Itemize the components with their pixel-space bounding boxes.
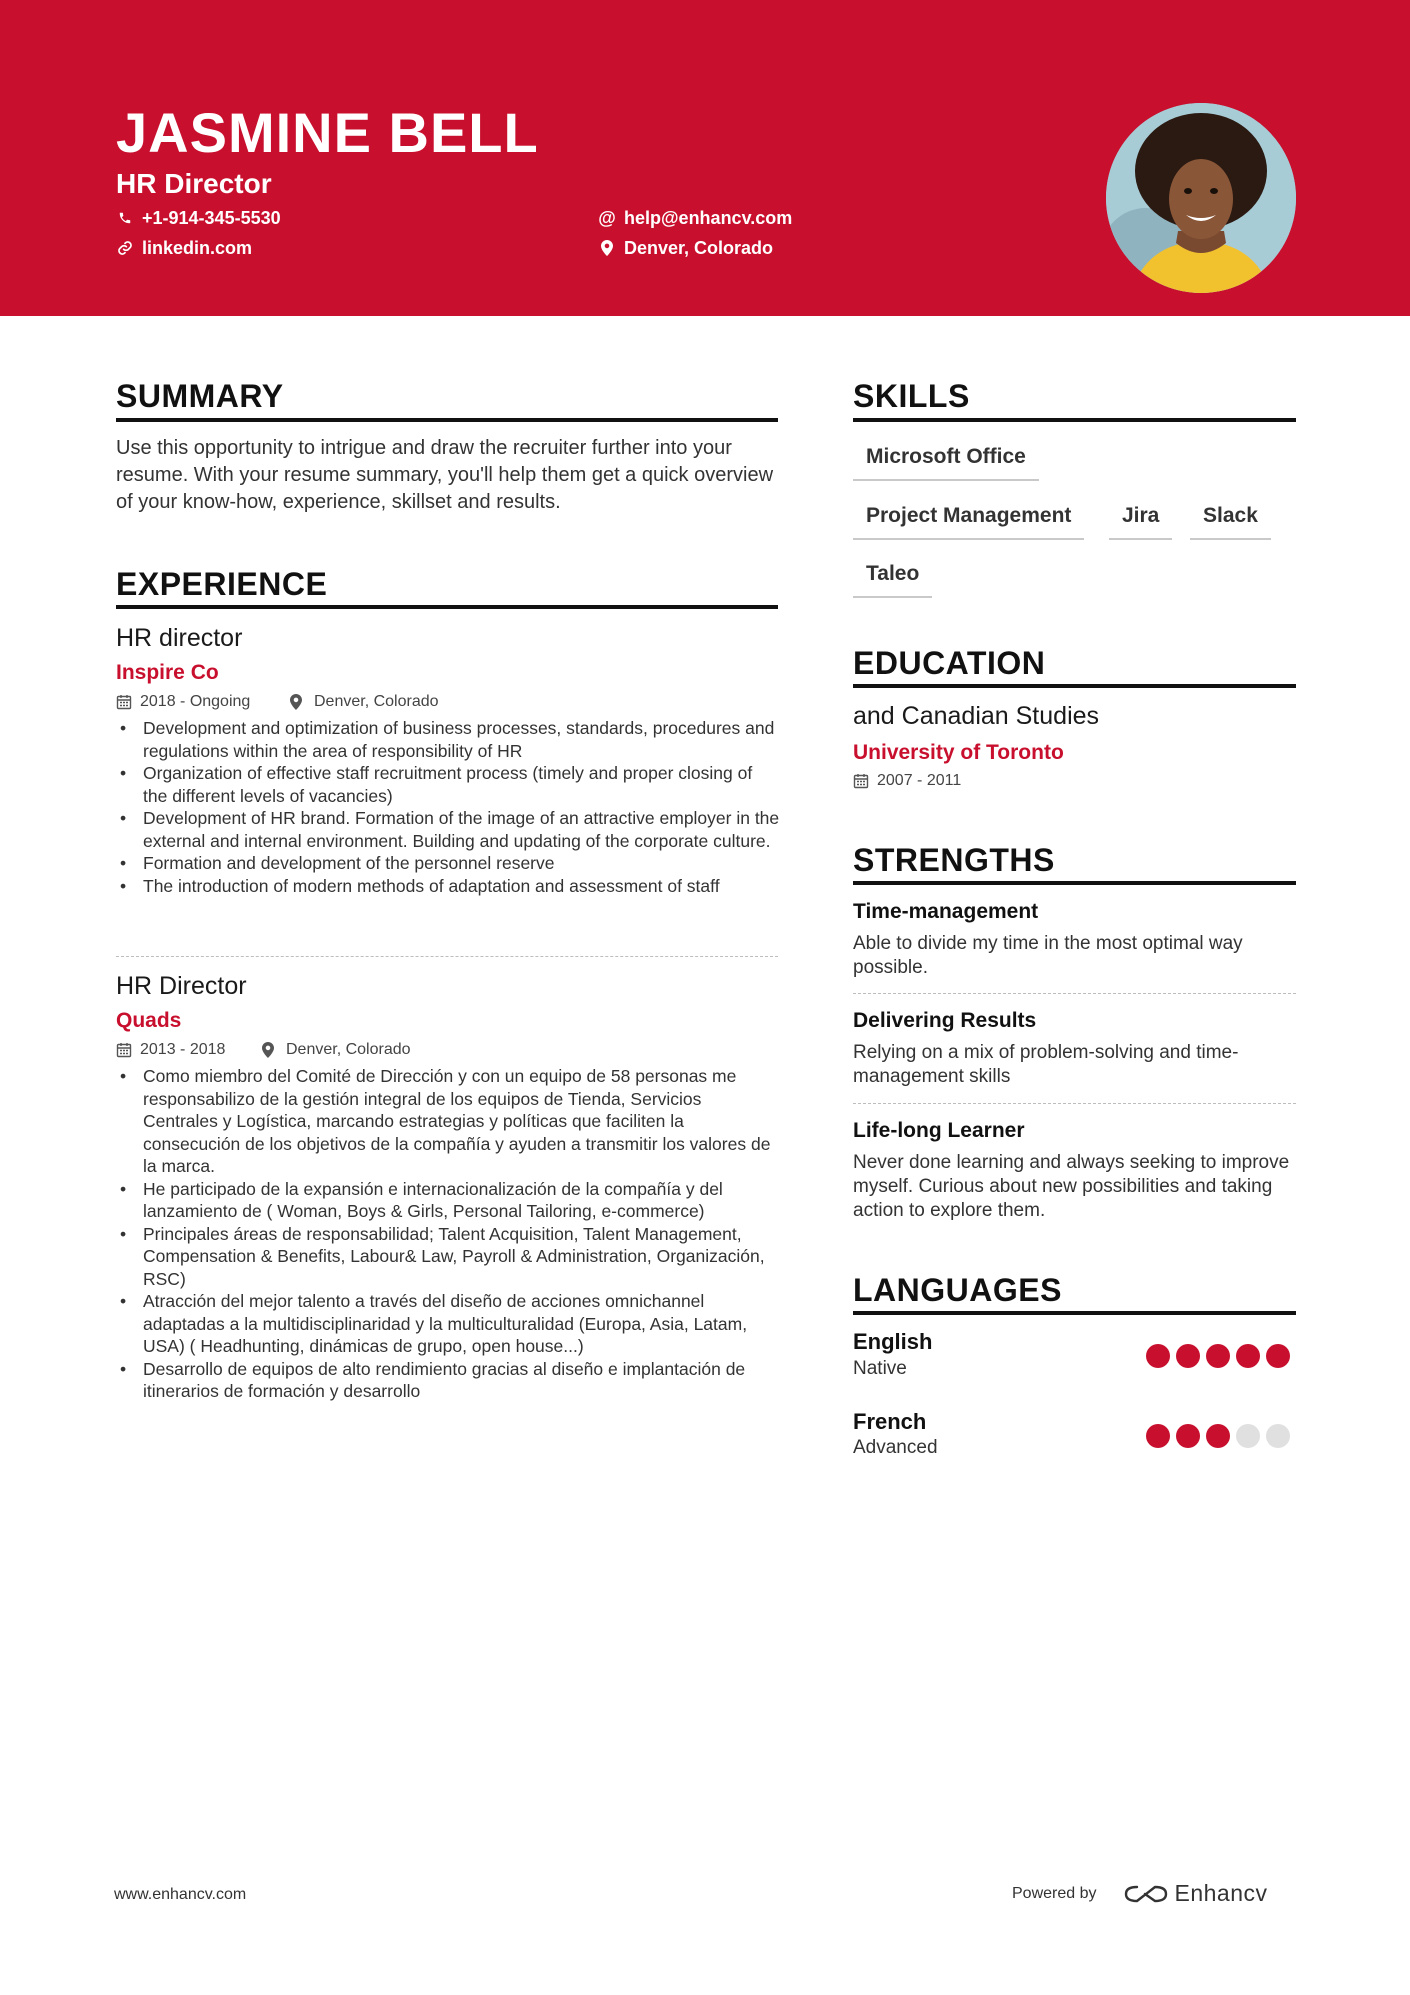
candidate-role: HR Director <box>116 168 272 199</box>
strength-title: Life-long Learner <box>853 1119 1025 1142</box>
skills-rule <box>853 418 1296 422</box>
candidate-name: JASMINE BELL <box>116 101 539 164</box>
strength-divider <box>853 1103 1296 1104</box>
strength-title: Delivering Results <box>853 1009 1037 1032</box>
list-item: • The introduction of modern methods of adaptation and assessment of staff <box>116 875 781 898</box>
job-dates <box>116 691 250 713</box>
rating-dot-filled <box>1206 1424 1230 1448</box>
summary-text: Use this opportunity to intrigue and draw the recruiter further into your resume. With your resume summary, you'll help them get a quick overview of your know-how, experience, skillset and results. <box>116 437 774 513</box>
list-item: • Principales áreas de responsabilidad; Talent Acquisition, Talent Management, Compensation & Benefits, Labour& Law, Payroll & Administration, Organización, RSC) <box>116 1223 781 1291</box>
list-item: • Desarrollo de equipos de alto rendimiento gracias al diseño e implantación de itinerarios de formación y desarrollo <box>116 1358 781 1403</box>
language-name: English <box>853 1329 933 1354</box>
location-pin-icon <box>290 694 306 710</box>
calendar-icon <box>116 1042 132 1058</box>
link-icon <box>116 239 134 257</box>
language-level: Advanced <box>853 1437 938 1458</box>
email-text: help@enhancv.com <box>624 208 793 228</box>
education-dates-text: 2007 - 2011 <box>877 772 962 789</box>
phone-icon <box>116 209 134 227</box>
linkedin-text: linkedin.com <box>142 238 253 258</box>
skill-tag: Slack <box>1190 502 1271 540</box>
skill-tag: Microsoft Office <box>853 443 1039 481</box>
at-icon: @ <box>598 208 616 228</box>
skill-tag: Taleo <box>853 560 932 598</box>
strength-title: Time-management <box>853 900 1039 923</box>
summary-heading: SUMMARY <box>116 378 284 414</box>
summary-rule <box>116 418 778 422</box>
job-bullets <box>116 717 781 897</box>
rating-dot-empty <box>1236 1424 1260 1448</box>
footer-powered[interactable] <box>1012 1880 1268 1907</box>
rating-dot-filled <box>1146 1424 1170 1448</box>
strength-desc: Relying on a mix of problem-solving and time-management skills <box>853 1042 1239 1087</box>
skills-heading: SKILLS <box>853 378 970 414</box>
resume-header <box>0 0 1410 316</box>
job-dates-text: 2018 - Ongoing <box>140 693 251 710</box>
education-degree: and Canadian Studies <box>853 702 1100 730</box>
list-item: • He participado de la expansión e internacionalización de la compañía y del lanzamiento de ( Woman, Boys & Girls, Personal Tailoring, e-commerce) <box>116 1178 781 1223</box>
footer-site-link[interactable]: www.enhancv.com <box>114 1886 247 1903</box>
job-divider <box>116 956 778 957</box>
job-company: Inspire Co <box>116 661 219 684</box>
job-location-text: Denver, Colorado <box>286 1041 411 1058</box>
rating-dot-filled <box>1206 1344 1230 1368</box>
contact-linkedin[interactable] <box>116 236 252 260</box>
languages-heading: LANGUAGES <box>853 1272 1062 1308</box>
calendar-icon <box>853 773 869 789</box>
list-item: • Organization of effective staff recruitment process (timely and proper closing of the different levels of vacancies) <box>116 762 781 807</box>
contact-phone[interactable] <box>116 206 281 230</box>
calendar-icon <box>116 694 132 710</box>
language-rating <box>1146 1424 1296 1448</box>
experience-heading: EXPERIENCE <box>116 566 328 602</box>
location-pin-icon <box>262 1042 278 1058</box>
education-dates <box>853 770 961 792</box>
brand-name: Enhancv <box>1174 1880 1268 1906</box>
list-item: • Como miembro del Comité de Dirección y con un equipo de 58 personas me responsabilizo de la gestión integral de los equipos de Tienda, Servicios Centrales y Logística, marcando estrategias y políticas que faciliten la consecución de los objetivos de la compañía y ayuden a transmitir los valores de la marca. <box>116 1065 781 1178</box>
job-location-text: Denver, Colorado <box>314 693 439 710</box>
rating-dot-filled <box>1266 1344 1290 1368</box>
contact-location <box>598 236 773 260</box>
strengths-heading: STRENGTHS <box>853 842 1055 878</box>
languages-rule <box>853 1311 1296 1315</box>
job-title: HR Director <box>116 972 247 1000</box>
job-dates-text: 2013 - 2018 <box>140 1041 226 1058</box>
location-text: Denver, Colorado <box>624 238 774 258</box>
job-location <box>262 1039 411 1061</box>
job-company: Quads <box>116 1009 182 1032</box>
language-rating <box>1146 1344 1296 1368</box>
education-rule <box>853 684 1296 688</box>
job-location <box>290 691 439 713</box>
job-dates <box>116 1039 225 1061</box>
list-item: • Atracción del mejor talento a través del diseño de acciones omnichannel adaptadas a la multidisciplinaridad y la multiculturalidad (Europa, Asia, Latam, USA) ( Headhunting, dinámicas de grupo, open house...) <box>116 1290 781 1358</box>
rating-dot-filled <box>1176 1344 1200 1368</box>
education-heading: EDUCATION <box>853 645 1046 681</box>
strength-divider <box>853 993 1296 994</box>
avatar <box>1106 103 1296 293</box>
contact-email[interactable] <box>598 206 792 230</box>
powered-by-text: Powered by <box>1012 1884 1097 1902</box>
strengths-rule <box>853 881 1296 885</box>
rating-dot-filled <box>1146 1344 1170 1368</box>
phone-text: +1-914-345-5530 <box>142 208 281 228</box>
list-item: • Development and optimization of business processes, standards, procedures and regulations within the area of responsibility of HR <box>116 717 781 762</box>
rating-dot-filled <box>1236 1344 1260 1368</box>
skill-tag: Project Management <box>853 502 1084 540</box>
list-item: • Development of HR brand. Formation of the image of an attractive employer in the external and internal environment. Building and updating of the corporate culture. <box>116 807 781 852</box>
job-bullets <box>116 1065 781 1403</box>
list-item: • Formation and development of the personnel reserve <box>116 852 781 875</box>
skill-tag: Jira <box>1109 502 1172 540</box>
rating-dot-filled <box>1176 1424 1200 1448</box>
language-name: French <box>853 1409 927 1434</box>
strength-desc: Never done learning and always seeking to improve myself. Curious about new possibilities and taking action to explore them. <box>853 1152 1290 1221</box>
experience-rule <box>116 605 778 609</box>
strength-desc: Able to divide my time in the most optimal way possible. <box>853 933 1243 978</box>
job-title: HR director <box>116 624 243 652</box>
location-pin-icon <box>598 239 616 257</box>
education-school: University of Toronto <box>853 741 1064 764</box>
language-level: Native <box>853 1358 907 1379</box>
enhancv-logo-icon <box>1123 1882 1169 1906</box>
rating-dot-empty <box>1266 1424 1290 1448</box>
